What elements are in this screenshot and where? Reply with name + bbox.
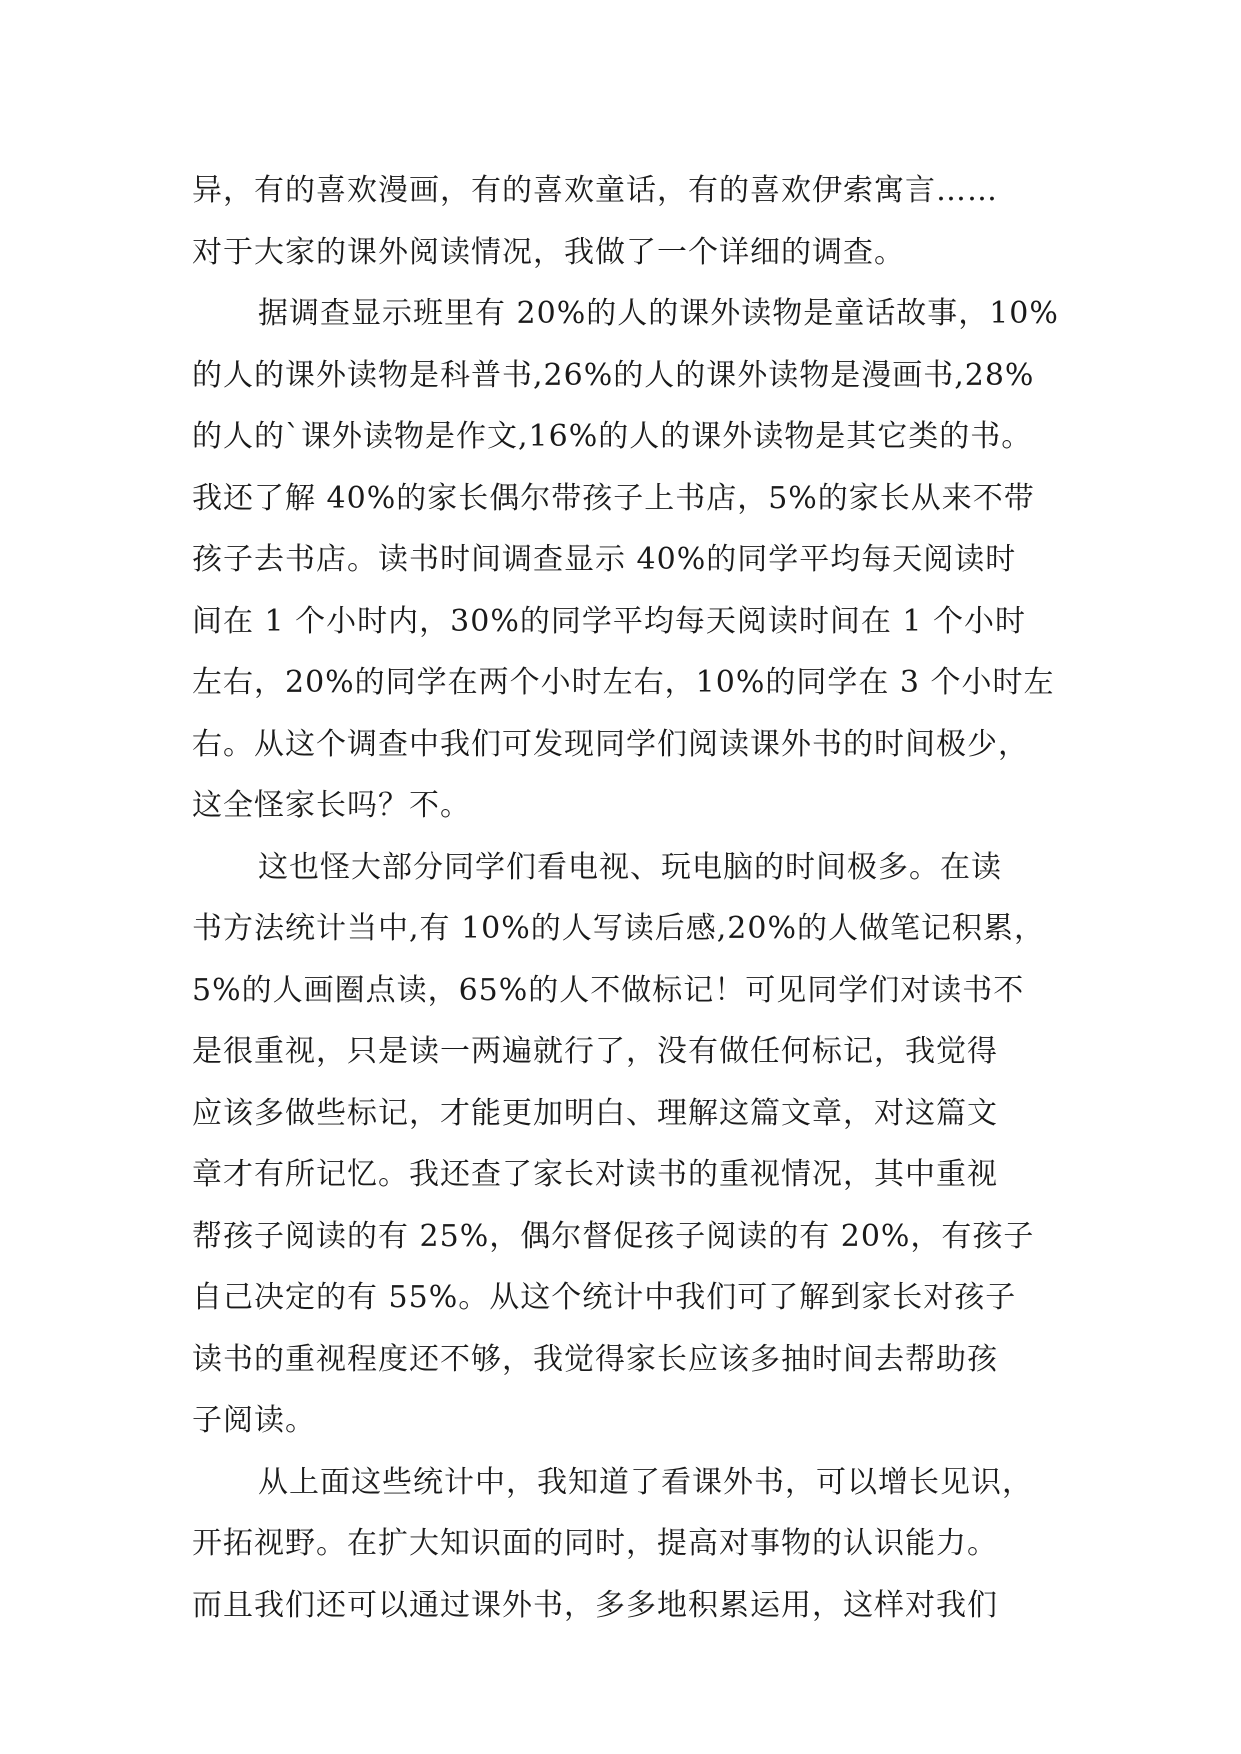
paragraph-3 bbox=[192, 837, 1072, 1452]
paragraph-2 bbox=[192, 283, 1072, 837]
text-line: 是很重视，只是读一两遍就行了，没有做任何标记，我觉得 bbox=[192, 1034, 998, 1069]
text-line: 的人的`课外读物是作文,16%的人的课外读物是其它类的书。 bbox=[192, 419, 1033, 454]
text-line: 读书的重视程度还不够，我觉得家长应该多抽时间去帮助孩 bbox=[192, 1341, 998, 1377]
text-line: 的人的课外读物是科普书,26%的人的课外读物是漫画书,28% bbox=[192, 357, 1035, 393]
text-line: 这全怪家长吗？不。 bbox=[192, 788, 471, 823]
text-line: 我还了解 40%的家长偶尔带孩子上书店，5%的家长从来不带 bbox=[192, 480, 1035, 516]
text-line: 而且我们还可以通过课外书，多多地积累运用，这样对我们 bbox=[192, 1587, 998, 1623]
text-line: 据调查显示班里有 20%的人的课外读物是童话故事，10% bbox=[258, 296, 1059, 331]
text-line: 帮孩子阅读的有 25%，偶尔督促孩子阅读的有 20%，有孩子 bbox=[192, 1218, 1035, 1254]
text-line: 异，有的喜欢漫画，有的喜欢童话，有的喜欢伊索寓言…… bbox=[192, 173, 998, 208]
text-line: 应该多做些标记，才能更加明白、理解这篇文章，对这篇文 bbox=[192, 1095, 998, 1131]
text-line: 这也怪大部分同学们看电视、玩电脑的时间极多。在读 bbox=[258, 849, 1002, 885]
text-line: 对于大家的课外阅读情况，我做了一个详细的调查。 bbox=[192, 234, 905, 270]
document-body bbox=[192, 160, 1072, 1636]
text-line: 左右，20%的同学在两个小时左右，10%的同学在 3 个小时左 bbox=[192, 665, 1055, 700]
text-line: 从上面这些统计中，我知道了看课外书，可以增长见识， bbox=[258, 1464, 1033, 1500]
text-line: 5%的人画圈点读，65%的人不做标记！可见同学们对读书不 bbox=[192, 972, 1025, 1008]
text-line: 自己决定的有 55%。从这个统计中我们可了解到家长对孩子 bbox=[192, 1280, 1017, 1315]
paragraph-4 bbox=[192, 1452, 1072, 1637]
text-line: 章才有所记忆。我还查了家长对读书的重视情况，其中重视 bbox=[192, 1157, 998, 1192]
text-line: 右。从这个调查中我们可发现同学们阅读课外书的时间极少， bbox=[192, 726, 1029, 762]
text-line: 子阅读。 bbox=[192, 1403, 316, 1438]
text-line: 孩子去书店。读书时间调查显示 40%的同学平均每天阅读时 bbox=[192, 542, 1017, 577]
text-line: 书方法统计当中,有 10%的人写读后感,20%的人做笔记积累， bbox=[192, 911, 1045, 946]
text-line: 开拓视野。在扩大知识面的同时，提高对事物的认识能力。 bbox=[192, 1526, 998, 1561]
text-line: 间在 1 个小时内，30%的同学平均每天阅读时间在 1 个小时 bbox=[192, 603, 1026, 639]
paragraph-1 bbox=[192, 160, 1072, 283]
